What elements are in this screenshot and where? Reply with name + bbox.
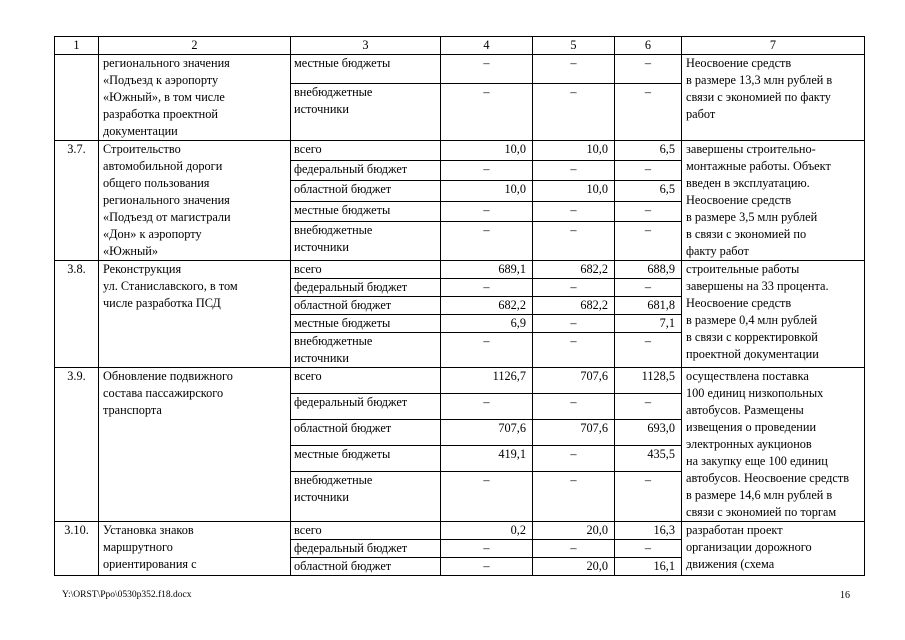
amount-cell: – [533,393,615,419]
header-cell: 6 [615,37,682,55]
file-path: Y:\ORST\Ppo\0530p352.f18.docx [62,590,192,600]
amount-cell: 20,0 [533,522,615,540]
amount-cell: – [533,279,615,297]
amount-cell: – [533,333,615,368]
header-cell: 1 [55,37,99,55]
funding-source: всего [291,368,441,394]
result-note: строительные работы завершены на 33 процента. Неосвоение средств в размере 0,4 млн рублей в связи с корректировкой проектной документации [682,261,865,368]
amount-cell: 10,0 [441,141,533,161]
amount-cell: – [615,393,682,419]
amount-cell: 6,9 [441,315,533,333]
amount-cell: 419,1 [441,445,533,471]
header-cell: 4 [441,37,533,55]
header-row [55,37,865,55]
measure-description: регионального значения «Подъезд к аэропорту «Южный», в том числе разработка проектной документации [99,55,291,141]
table-row [55,368,865,394]
budget-table [54,36,865,576]
header-cell: 2 [99,37,291,55]
amount-cell: 16,3 [615,522,682,540]
funding-source: всего [291,141,441,161]
amount-cell: 10,0 [533,181,615,201]
funding-source: местные бюджеты [291,445,441,471]
amount-cell: – [533,161,615,181]
result-note: осуществлена поставка 100 единиц низкопольных автобусов. Размещены извещения о проведении электронных аукционов на закупку еще 100 единиц автобусов. Неосвоение средств в размере 14,6 млн рублей в связи с экономией по торгам [682,368,865,522]
page-number: 16 [840,590,850,601]
amount-cell: – [441,221,533,260]
result-note: Неосвоение средств в размере 13,3 млн рублей в связи с экономией по факту работ [682,55,865,141]
header-cell: 7 [682,37,865,55]
amount-cell: 688,9 [615,261,682,279]
header-cell: 3 [291,37,441,55]
funding-source: областной бюджет [291,419,441,445]
row-number: 3.7. [55,141,99,261]
amount-cell: 10,0 [441,181,533,201]
amount-cell: 0,2 [441,522,533,540]
measure-description: Реконструкция ул. Станиславского, в том числе разработка ПСД [99,261,291,368]
amount-cell: 6,5 [615,141,682,161]
amount-cell: – [533,315,615,333]
amount-cell: 1126,7 [441,368,533,394]
amount-cell: – [441,471,533,521]
amount-cell: – [615,55,682,84]
amount-cell: 20,0 [533,558,615,576]
amount-cell: 7,1 [615,315,682,333]
amount-cell: – [441,201,533,221]
amount-cell: 435,5 [615,445,682,471]
funding-source: федеральный бюджет [291,540,441,558]
funding-source: областной бюджет [291,297,441,315]
amount-cell: 10,0 [533,141,615,161]
amount-cell: 16,1 [615,558,682,576]
amount-cell: 707,6 [533,368,615,394]
amount-cell: – [533,540,615,558]
amount-cell: – [615,221,682,260]
amount-cell: – [533,445,615,471]
funding-source: федеральный бюджет [291,161,441,181]
funding-source: федеральный бюджет [291,393,441,419]
funding-source: местные бюджеты [291,201,441,221]
amount-cell: – [615,279,682,297]
funding-source: внебюджетные источники [291,471,441,521]
funding-source: федеральный бюджет [291,279,441,297]
table-row [55,522,865,540]
amount-cell: 1128,5 [615,368,682,394]
amount-cell: – [615,540,682,558]
amount-cell: 6,5 [615,181,682,201]
amount-cell: 682,2 [533,261,615,279]
funding-source: местные бюджеты [291,315,441,333]
amount-cell: 681,8 [615,297,682,315]
measure-description: Установка знаков маршрутного ориентирования с [99,522,291,576]
table-row [55,261,865,279]
amount-cell: – [615,161,682,181]
header-cell: 5 [533,37,615,55]
amount-cell: – [615,333,682,368]
table-row [55,141,865,161]
amount-cell: – [441,55,533,84]
amount-cell: – [441,279,533,297]
row-number: 3.10. [55,522,99,576]
amount-cell: – [533,471,615,521]
amount-cell: 707,6 [441,419,533,445]
result-note: разработан проект организации дорожного движения (схема [682,522,865,576]
amount-cell: – [441,333,533,368]
funding-source: внебюджетные источники [291,221,441,260]
amount-cell: – [615,84,682,141]
amount-cell: 707,6 [533,419,615,445]
amount-cell: 689,1 [441,261,533,279]
measure-description: Строительство автомобильной дороги общего пользования регионального значения «Подъезд от магистрали «Дон» к аэропорту «Южный» [99,141,291,261]
row-number: 3.9. [55,368,99,522]
amount-cell: – [441,540,533,558]
funding-source: всего [291,522,441,540]
amount-cell: – [615,471,682,521]
funding-source: всего [291,261,441,279]
measure-description: Обновление подвижного состава пассажирского транспорта [99,368,291,522]
amount-cell: – [441,84,533,141]
funding-source: областной бюджет [291,558,441,576]
funding-source: местные бюджеты [291,55,441,84]
amount-cell: – [441,161,533,181]
amount-cell: – [615,201,682,221]
funding-source: внебюджетные источники [291,84,441,141]
amount-cell: 693,0 [615,419,682,445]
document-page [54,36,864,576]
funding-source: областной бюджет [291,181,441,201]
amount-cell: – [441,393,533,419]
row-number [55,55,99,141]
table-row [55,55,865,84]
amount-cell: 682,2 [533,297,615,315]
amount-cell: – [533,84,615,141]
row-number: 3.8. [55,261,99,368]
funding-source: внебюджетные источники [291,333,441,368]
amount-cell: – [533,201,615,221]
amount-cell: – [533,221,615,260]
amount-cell: – [533,55,615,84]
result-note: завершены строительно- монтажные работы. Объект введен в эксплуатацию. Неосвоение средств в размере 3,5 млн рублей в связи с экономией по факту работ [682,141,865,261]
amount-cell: – [441,558,533,576]
amount-cell: 682,2 [441,297,533,315]
